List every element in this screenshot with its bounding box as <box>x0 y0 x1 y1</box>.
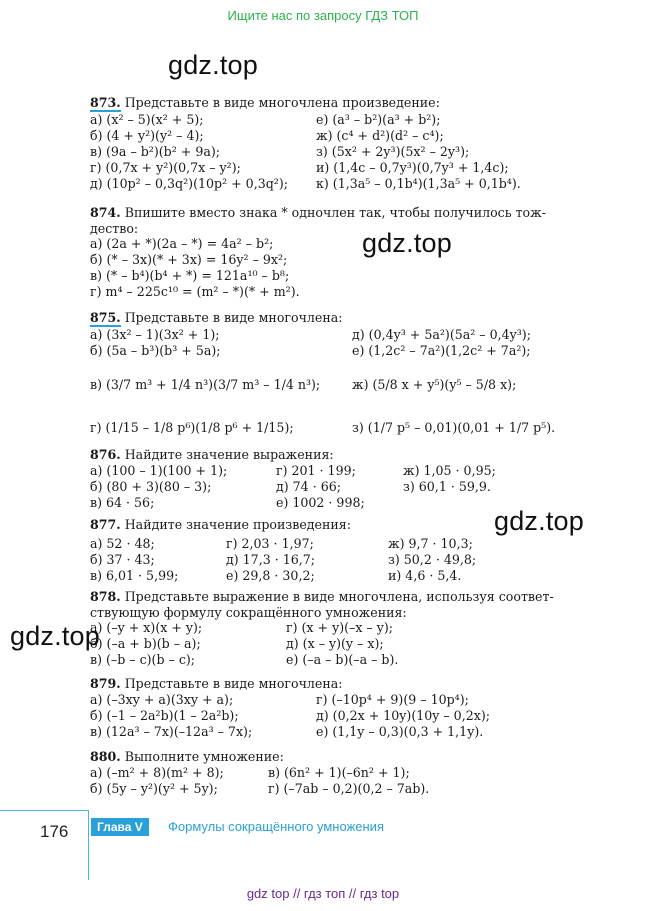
list-item: д) (0,2x + 10y)(10y – 0,2x); <box>316 707 490 723</box>
problem-878 <box>90 589 610 668</box>
top-banner: Ищите нас по запросу ГДЗ ТОП <box>227 8 419 23</box>
list-item: е) (1,2c² – 7a²)(1,2c² + 7a²); <box>352 343 531 358</box>
list-item: в) (6n² + 1)(–6n² + 1); <box>268 764 410 780</box>
list-item: д) (x – y)(y – x); <box>286 636 384 652</box>
list-item: а) (2a + *)(2a – *) = 4a² – b²; <box>90 236 274 252</box>
watermark: gdz.top <box>362 228 452 258</box>
problem-title: Представьте в виде многочлена: <box>124 310 343 325</box>
list-item: в) 6,01 · 5,99; <box>90 567 179 583</box>
list-item: г) (–7ab – 0,2)(0,2 – 7ab). <box>268 780 430 796</box>
list-item: е) 29,8 · 30,2; <box>226 567 315 583</box>
list-item: ж) (c⁴ + d²)(d² – c⁴); <box>316 128 444 143</box>
problem-title: Представьте выражение в виде многочлена, используя соответ- <box>124 589 554 604</box>
list-item: в) (9a – b²)(b² + 9a); <box>90 144 221 159</box>
list-item: д) (10p² – 0,3q²)(10p² + 0,3q²); <box>90 176 288 191</box>
problem-877 <box>90 517 610 584</box>
list-item: ж) 9,7 · 10,3; <box>388 535 473 551</box>
list-item: е) (a³ – b²)(a³ + b²); <box>316 112 441 127</box>
list-item: б) (* – 3x)(* + 3x) = 16y² – 9x²; <box>90 252 288 268</box>
problem-875 <box>90 310 610 437</box>
list-item: в) (3/7 m³ + 1/4 n³)(3/7 m³ – 1/4 n³); <box>90 377 321 392</box>
list-item: а) (–y + x)(x + y); <box>90 620 203 636</box>
watermark: gdz.top <box>168 50 258 80</box>
list-item: д) 17,3 · 16,7; <box>226 551 316 567</box>
list-item: в) 64 · 56; <box>90 494 155 510</box>
list-item: в) (12a³ – 7x)(–12a³ – 7x); <box>90 723 253 739</box>
list-item: д) 74 · 66; <box>276 478 341 494</box>
watermark: gdz.top <box>10 621 100 651</box>
list-item: е) (–a – b)(–a – b). <box>286 652 399 668</box>
list-item: б) 37 · 43; <box>90 551 155 567</box>
list-item: а) (3x² – 1)(3x² + 1); <box>90 327 220 342</box>
list-item: а) (–3xy + a)(3xy + a); <box>90 691 234 707</box>
list-item: з) 50,2 · 49,8; <box>388 551 477 567</box>
list-item: г) (x + y)(–x – y); <box>286 620 394 636</box>
problem-874 <box>90 205 610 300</box>
problem-title: Впишите вместо знака * одночлен так, чтобы получилось тож- <box>124 205 546 220</box>
list-item: д) (0,4y³ + 5a²)(5a² – 0,4y³); <box>352 327 531 342</box>
problem-873 <box>90 95 610 192</box>
problem-number: 877. <box>90 517 121 532</box>
list-item: б) (80 + 3)(80 – 3); <box>90 478 212 494</box>
list-item: г) 2,03 · 1,97; <box>226 535 314 551</box>
problem-title-continued: ствующую формулу сокращённого умножения: <box>90 604 407 620</box>
problem-title: Выполните умножение: <box>124 749 284 764</box>
problem-879 <box>90 676 610 740</box>
problem-number: 875. <box>90 310 121 325</box>
problem-number: 874. <box>90 205 121 220</box>
problem-number: 879. <box>90 676 121 691</box>
problem-number: 873. <box>90 95 121 110</box>
problem-title: Найдите значение произведения: <box>124 517 351 532</box>
list-item: г) (–10p⁴ + 9)(9 – 10p⁴); <box>316 691 469 707</box>
list-item: а) (–m² + 8)(m² + 8); <box>90 764 224 780</box>
list-item: а) (x² – 5)(x² + 5); <box>90 112 204 127</box>
chapter-title: Формулы сокращённого умножения <box>168 819 384 834</box>
problem-title: Представьте в виде многочлена: <box>124 676 343 691</box>
list-item: и) 4,6 · 5,4. <box>388 567 462 583</box>
list-item: а) (100 – 1)(100 + 1); <box>90 462 228 478</box>
problem-876 <box>90 447 610 511</box>
footer-divider <box>0 810 89 811</box>
list-item: г) (1/15 – 1/8 p⁶)(1/8 p⁶ + 1/15); <box>90 420 294 435</box>
problem-number: 876. <box>90 447 121 462</box>
list-item: б) (–a + b)(b – a); <box>90 636 201 652</box>
list-item: к) (1,3a⁵ – 0,1b⁴)(1,3a⁵ + 0,1b⁴). <box>316 176 521 191</box>
problem-title: Представьте в виде многочлена произведение: <box>124 95 440 110</box>
list-item: ж) 1,05 · 0,95; <box>403 462 496 478</box>
list-item: а) 52 · 48; <box>90 535 155 551</box>
list-item: б) (5a – b³)(b³ + 5a); <box>90 343 221 358</box>
problem-title-continued: дество: <box>90 220 139 236</box>
list-item: и) (1,4c – 0,7y³)(0,7y³ + 1,4c); <box>316 160 509 175</box>
list-item: з) (1/7 p⁵ – 0,01)(0,01 + 1/7 p⁵). <box>352 420 556 435</box>
list-item: в) (–b – c)(b – c); <box>90 652 196 668</box>
problem-number: 880. <box>90 749 121 764</box>
problem-title: Найдите значение выражения: <box>124 447 334 462</box>
list-item: б) (4 + y²)(y² – 4); <box>90 128 204 143</box>
list-item: г) (0,7x + y²)(0,7x – y²); <box>90 160 241 175</box>
list-item: з) (5x² + 2y³)(5x² – 2y³); <box>316 144 470 159</box>
watermark: gdz.top <box>494 506 584 536</box>
chapter-badge: Глава V <box>91 818 149 836</box>
problem-number: 878. <box>90 589 121 604</box>
problem-880 <box>90 749 610 797</box>
list-item: з) 60,1 · 59,9. <box>403 478 491 494</box>
list-item: г) 201 · 199; <box>276 462 356 478</box>
list-item: б) (–1 – 2a²b)(1 – 2a²b); <box>90 707 239 723</box>
list-item: г) m⁴ – 225c¹⁰ = (m² – *)(* + m²). <box>90 284 300 300</box>
footer-divider <box>88 810 89 880</box>
page-number: 176 <box>40 822 69 841</box>
list-item: ж) (5/8 x + y⁵)(y⁵ – 5/8 x); <box>352 377 517 392</box>
list-item: е) (1,1y – 0,3)(0,3 + 1,1y). <box>316 723 484 739</box>
list-item: б) (5y – y²)(y² + 5y); <box>90 780 218 796</box>
list-item: в) (* – b⁴)(b⁴ + *) = 121a¹⁰ – b⁸; <box>90 268 290 284</box>
bottom-banner: gdz top // гдз топ // гдз top <box>246 886 400 901</box>
list-item: е) 1002 · 998; <box>276 494 365 510</box>
